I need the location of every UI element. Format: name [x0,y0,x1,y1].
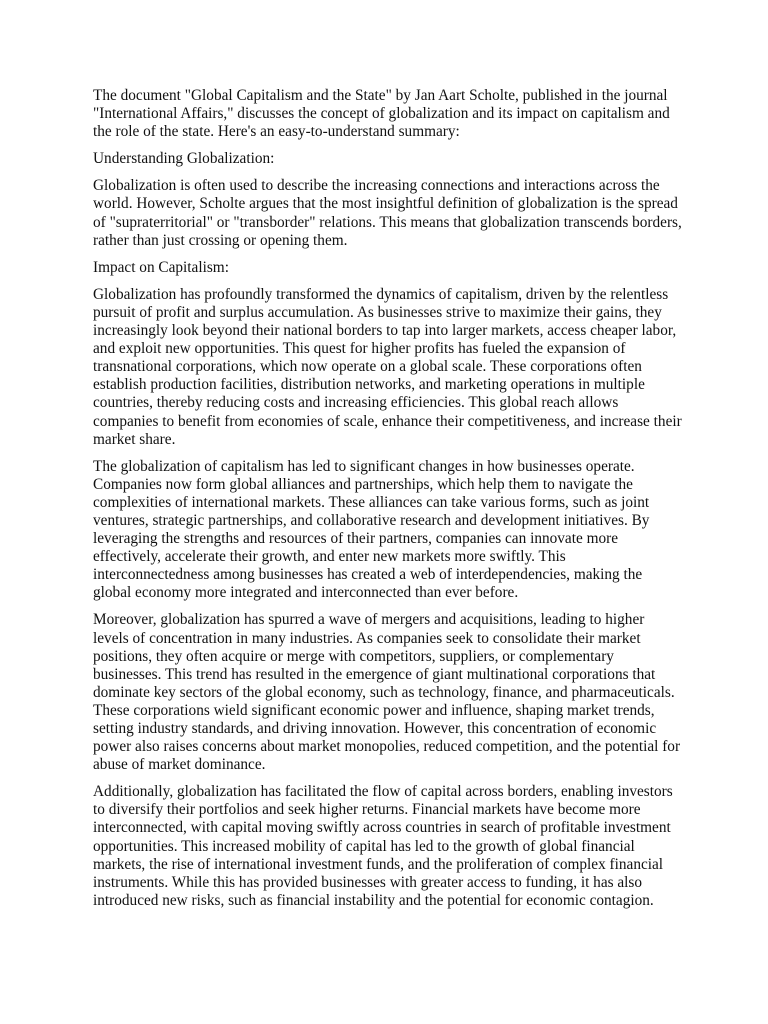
capital-flow-paragraph: Additionally, globalization has facilitated the flow of capital across borders, enabling investors to diversify their portfolios and seek higher returns. Financial markets have become more interconnected, with capital moving swiftly across countries in search of profitable investment opportunities. This increased mobility of capital has led to the growth of global financial markets, the rise of international investment funds, and the proliferation of complex financial instruments. While this has provided businesses with greater access to funding, it has also introduced new risks, such as financial instability and the potential for economic contagion. [93,783,673,909]
capitalism-transformation-paragraph: Globalization has profoundly transformed the dynamics of capitalism, driven by the relentless pursuit of profit and surplus accumulation. As businesses strive to maximize their gains, they increasingly look beyond their national borders to tap into larger markets, access cheaper labor, and exploit new opportunities. This quest for higher profits has fueled the expansion of transnational corporations, which now operate on a global scale. These corporations often establish production facilities, distribution networks, and marketing operations in multiple countries, thereby reducing costs and increasing efficiencies. This global reach allows companies to benefit from economies of scale, enhance their competitiveness, and increase their market share. [93,285,682,448]
document-page [93,87,683,919]
intro-paragraph: The document "Global Capitalism and the State" by Jan Aart Scholte, published in the journal "International Affairs," discusses the concept of globalization and its impact on capitalism and the role of the state. Here's an easy-to-understand summary: [93,87,670,141]
business-operations-paragraph: The globalization of capitalism has led to significant changes in how businesses operate. Companies now form global alliances and partnerships, which help them to navigate the complexities of international markets. These alliances can take various forms, such as joint ventures, strategic partnerships, and collaborative research and development initiatives. By leveraging the strengths and resources of their partners, companies can innovate more effectively, accelerate their growth, and enter new markets more swiftly. This interconnectedness among businesses has created a web of interdependencies, making the global economy more integrated and interconnected than ever before. [93,457,650,602]
mergers-acquisitions-paragraph: Moreover, globalization has spurred a wave of mergers and acquisitions, leading to higher levels of concentration in many industries. As companies seek to consolidate their market positions, they often acquire or merge with competitors, suppliers, or complementary businesses. This trend has resulted in the emergence of giant multinational corporations that dominate key sectors of the global economy, such as technology, finance, and pharmaceuticals. These corporations wield significant economic power and influence, shaping market trends, setting industry standards, and driving innovation. However, this concentration of economic power also raises concerns about market monopolies, reduced competition, and the potential for abuse of market dominance. [93,611,681,774]
globalization-definition-paragraph: Globalization is often used to describe the increasing connections and interactions across the world. However, Scholte argues that the most insightful definition of globalization is the spread of "supraterritorial" or "transborder" relations. This means that globalization transcends borders, rather than just crossing or opening them. [93,177,682,249]
section-heading-impact-on-capitalism: Impact on Capitalism: [93,258,229,276]
section-heading-understanding-globalization: Understanding Globalization: [93,150,275,168]
